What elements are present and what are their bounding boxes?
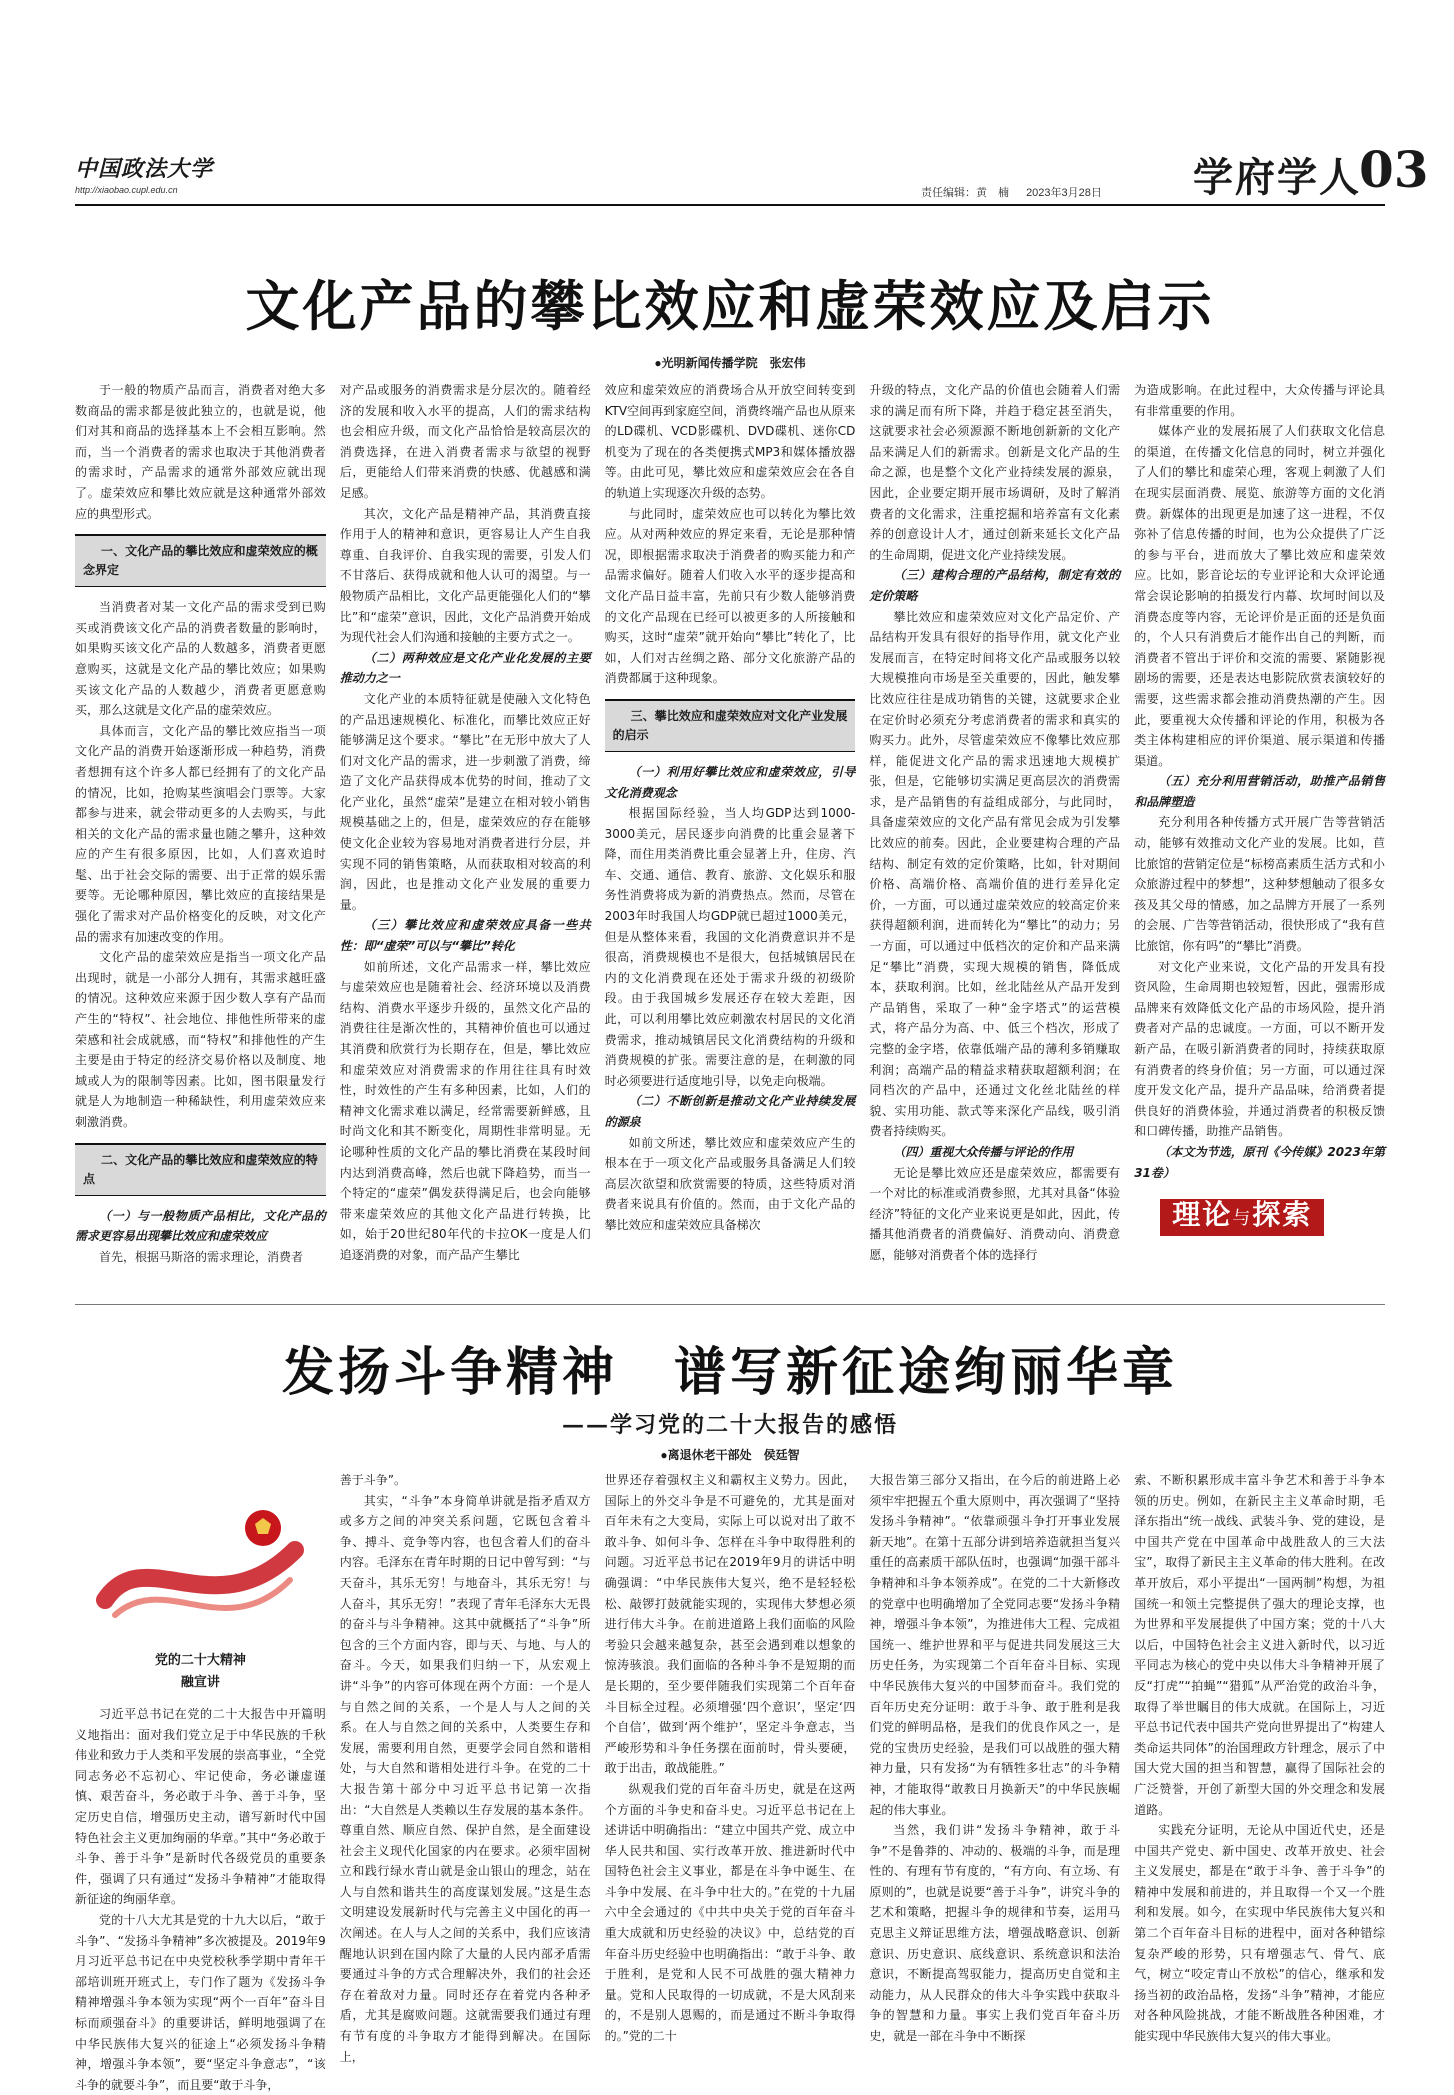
paragraph: 充分利用各种传播方式开展广告等营销活动，能够有效推动文化产业的发展。比如，苣比旅馆的营销定位是“标榜高素质生活方式和小众旅游过程中的梦想”，这种梦想触动了很多女孩及其父母的情感，加之品牌方开展了一系列的会展、广告等营销活动，很快形成了“我有苣比旅馆，你有吗”的“攀比”消费。 <box>1134 815 1385 954</box>
paragraph: 具体而言，文化产品的攀比效应指当一项文化产品的消费开始逐渐形成一种趋势，消费者想拥有这个许多人都已经拥有了的文化产品的情况，比如，抢购某些演唱会门票等。大家都参与进来，就会带动更多的人去购买，与此相关的文化产品的需求量也随之攀升，这种效应的产生有很多原因，比如，人们喜欢追时髦、出于社会交际的需要、出于正常的娱乐需要等。无论哪种原因，攀比效应的直接结果是强化了需求对产品价格变化的反映，对文化产品的需求有加速改变的作用。 <box>75 723 326 944</box>
article1-col-4 <box>869 380 1120 1270</box>
paragraph: 善于斗争”。 <box>339 1473 407 1487</box>
paragraph: 习近平总书记在党的二十大报告中开篇明义地指出：面对我们党立足于中华民族的千秋伟业和致力于人类和平发展的崇高事业，“全党同志务必不忘初心、牢记使命，务必谦虚谨慎、艰苦奋斗，务必敢于斗争、善于斗争，坚定历史自信，增强历史主动，谱写新时代中国特色社会主义更加绚丽的华章。”其中“务必敢于斗争、善于斗争”是新时代各级党员的重要条件，强调了只有通过“发扬斗争精神”才能取得新征途的绚丽华章。 <box>75 1707 326 1907</box>
subheading: （五）充分利用营销活动，助推产品销售和品牌塑造 <box>1134 774 1385 809</box>
article2-subtitle: ——学习党的二十大报告的感悟 <box>561 1412 898 1438</box>
paragraph: 对文化产业来说，文化产品的开发具有投资风险，生命周期也较短暂，因此，强需形成品牌来有效降低文化产品的市场风险，提升消费者对产品的忠诚度。一方面，可以不断开发新产品，在吸引新消费者的同时，持续获取原有消费者的终身价值；另一方面，可以通过深度开发文化产品，提升产品品味，给消费者提供良好的消费体验，并通过消费者的积极反馈和口碑传播，助推产品销售。 <box>1134 959 1385 1139</box>
column-label <box>75 1480 326 1694</box>
paragraph: 其实，“斗争”本身简单讲就是指矛盾双方或多方之间的冲突关系问题，它既包含着斗争、搏斗、竞争等内容，也包含着人们的奋斗内容。毛泽东在青年时期的日记中曾写到：“与天奋斗，其乐无穷！与地奋斗，其乐无穷！与人奋斗，其乐无穷！”表现了青年毛泽东大无畏的奋斗与斗争精神。这其中就概括了“斗争”所包含的三个方面内容，即与天、与地、与人的奋斗。今天，如果我们归纳一下，从宏观上讲“斗争”的内容可体现在两个方面：一个是人与自然之间的关系，一个是人与人之间的关系。在人与自然之间的关系中，人类要生存和发展，需要利用自然，更要学会同自然和谐相处，与大自然和谐相处进行斗争。在党的二十大报告第十部分中习近平总书记第一次指出：“大自然是人类赖以生存发展的基本条件。尊重自然、顺应自然、保护自然，是全面建设社会主义现代化国家的内在要求。必须牢固树立和践行绿水青山就是金山银山的理念，站在人与自然和谐共生的高度谋划发展。”这是生态文明建设发展新时代与完善主义中国化的再一次阐述。在人与人之间的关系中，我们应该清醒地认识到在国内除了大量的人民内部矛盾需要通过斗争的方式合理解决外，我们的社会还存在着敌对力量。同时还存在着党内各种矛盾，尤其是腐败问题。这就需要我们通过有理有节有度的斗争取方才能得到解决。在国际上， <box>339 1493 591 2064</box>
paragraph: 世界还存着强权主义和霸权主义势力。因此，国际上的外交斗争是不可避免的，尤其是面对百年未有之大变局，实际上可以说对出了敢不敢斗争、如何斗争、怎样在斗争中取得胜利的问题。习近平总书记在2019年9月的讲话中明确强调：“中华民族伟大复兴，绝不是轻轻松松、敲锣打鼓就能实现的，实现伟大梦想必须进行伟大斗争。在前进道路上我们面临的风险考验只会越来越复杂，甚至会遇到难以想象的惊涛骇浪。我们面临的各种斗争不是短期的而是长期的，至少要伴随我们实现第二个百年奋斗目标全过程。必须增强‘四个意识’，坚定‘四个自信’，做到‘两个维护’，坚定斗争意志，当严峻形势和斗争任务摆在面前时，骨头要硬，敢于出击，敢战能胜。” <box>604 1473 856 1776</box>
subheading: （二）不断创新是推动文化产业持续发展的源泉 <box>604 1094 856 1129</box>
column-label-line-1: 党的二十大精神 <box>154 1653 246 1668</box>
column-label-line-2: 融宣讲 <box>180 1675 220 1690</box>
section-heading: 二、文化产品的攀比效应和虚荣效应的特点 <box>75 1143 326 1196</box>
paragraph: 无论是攀比效应还是虚荣效应，都需要有一个对比的标准或消费参照，尤其对具备“体验经济”特征的文化产业来说更是如此，因此，传播其他消费者的消费偏好、消费动向、消费意愿，能够对消费者个体的选择行 <box>869 1165 1121 1262</box>
paragraph: 如前所述，文化产品需求一样，攀比效应与虚荣效应也是随着社会、经济环境以及消费结构、消费水平逐步升级的，虽然文化产品的消费往往是渐次性的，其精神价值也可以通过其消费和欣赏行为长期存在，但是，攀比效应和虚荣效应对消费需求的作用往往具有时效性，时效性的产生有多种因素，比如，人们的精神文化需求难以满足，经常需要新鲜感，且时尚文化和其不断变化，周期性非常明显。无论哪种性质的文化产品的攀比消费在某段时间内达到消费高峰，然后也就下降趋势，而当一个特定的“虚荣”偶发获得满足后，也会向能够带来虚荣效应的其他文化产品进行转换，比如，始于20世纪80年代的卡拉OK一度是人们追逐消费的对象，而产品产生攀比 <box>339 959 591 1262</box>
stamp-text-1: 理论 <box>1172 1198 1233 1232</box>
article2-col-4 <box>869 1470 1120 2095</box>
stamp-text-2: 与 <box>1232 1208 1253 1230</box>
article1-col-1 <box>75 380 326 1270</box>
source-note: （本文为节选，原刊《今传媒》2023年第31卷） <box>1134 1144 1385 1180</box>
paragraph: 效应和虚荣效应的消费场合从开放空间转变到KTV空间再到家庭空间，消费终端产品也从原来的LD碟机、VCD影碟机、DVD碟机、迷你CD机变为了现在的各类便携式MP3和媒体播放器等。由此可见，攀比效应和虚荣效应会在各自的轨道上实现逐次升级的态势。 <box>604 383 856 500</box>
paragraph: 索、不断积累形成丰富斗争艺术和善于斗争本领的历史。例如，在新民主主义革命时期，毛泽东指出“统一战线、武装斗争、党的建设，是中国共产党在中国革命中战胜敌人的三大法宝”，取得了新民主主义革命的伟大胜利。在改革开放后，邓小平提出“一国两制”构想，为祖国统一和领土完整提供了强大的理论支撑，也为世界和平发展提供了中国方案；党的十八大以后，中国特色社会主义进入新时代，以习近平同志为核心的党中央以伟大斗争精神开展了反“打虎”“拍蝇”“猎狐”从严治党的政治斗争，取得了举世瞩目的伟大成就。在国际上，习近平总书记代表中国共产党向世界提出了“构建人类命运共同体”的治国理政方针理念，展示了中国大党大国的担当和智慧，赢得了国际社会的广泛赞誉，开创了新型大国的外交理念和发展道路。 <box>1134 1473 1385 1817</box>
subheading: （三）攀比效应和虚荣效应具备一些共性：即“虚荣”可以与“攀比”转化 <box>339 918 591 954</box>
section-heading: 三、攀比效应和虚荣效应对文化产业发展的启示 <box>605 699 856 752</box>
article1-title: 文化产品的攀比效应和虚荣效应及启示 <box>245 274 1215 338</box>
article1-body <box>75 380 1385 1270</box>
issue-date: 2023年3月28日 <box>1026 187 1102 199</box>
paragraph: 当然，我们讲“发扬斗争精神，敢于斗争”不是鲁莽的、冲动的、极端的斗争，而是理性的、有理有节有度的，“有方向、有立场、有原则的”，也就是说要“善于斗争”，讲究斗争的艺术和策略，把握斗争的规律和节奏，运用马克思主义辩证思维方法，增强战略意识、创新意识、历史意识、底线意识、系统意识和法治意识，不断提高驾驭能力，提高历史自觉和主动能力，从人民群众的伟大斗争实践中获取斗争的智慧和力量。事实上我们党百年奋斗历史，就是一部在斗争中不断探 <box>869 1823 1121 2044</box>
paragraph: 于一般的物质产品而言，消费者对绝大多数商品的需求都是彼此独立的，也就是说，他们对其和商品的选择基本上不会相互影响。然而，当一个消费者的需求也取决于其他消费者的需求时，产品需求的通常外部效应就出现了。虚荣效应和攀比效应就是这种通常外部效应的典型形式。 <box>75 383 326 521</box>
party-emblem-illustration <box>95 1480 305 1640</box>
article2-title: 发扬斗争精神 谱写新征途绚丽华章 <box>281 1342 1178 1403</box>
masthead-rule <box>75 204 1385 206</box>
article-divider <box>75 1304 1385 1305</box>
paragraph: 攀比效应和虚荣效应对文化产品定价、产品结构开发具有很好的指导作用，就文化产业发展而言，在特定时间将文化产品或服务以较大规模推向市场是至关重要的，因此，触发攀比效应往往是成功销售的关键，这就要求企业在定价时必须充分考虑消费者的需求和真实的购买力。此外，尽管虚荣效应不像攀比效应那样，能促进文化产品的需求迅速地大规模扩张，但是，它能够切实满足更高层次的消费需求，是产品销售的有益组成部分，与此同时，具备虚荣效应的文化产品有常见会成为引发攀比效应的前奏。因此，企业要建构合理的产品结构、制定有效的定价策略，比如，针对期间价格、高端价格、高端价值的进行差异化定价，一方面，可以通过虚荣效应的较高定价来获得超额利润，进而转化为“攀比”的动力；另一方面，可以通过中低档次的定价和产品来满足“攀比”消费，实现大规模的销售，降低成本，获取利润。比如，丝北陆丝从产品开发到产品销售，采取了一种“金字塔式”的运营模式，将产品分为高、中、低三个档次，形成了完整的金字塔，依靠低端产品的薄利多销赚取利润；高端产品的精益求精获取超额利润；在同档次的产品中，还通过文化丝北陆丝的样貌、实用功能、款式等来深化产品线，吸引消费者持续购买。 <box>869 609 1121 1139</box>
paragraph: 文化产品的虚荣效应是指当一项文化产品出现时，就是一小部分人拥有，其需求越旺盛的情况。这种效应来源于因少数人享有产品而产生的“特权”、社会地位、排他性所带来的虚荣感和社会成就感，而“特权”和排他性的产生主要是由于特定的经济交易价格以及制度、地域或人为的限制等因素。比如，图书限量发行就是人为地制造一种稀缺性，利用虚荣效应来刺激消费。 <box>75 950 326 1129</box>
article2-body <box>75 1470 1385 2092</box>
paragraph: 升级的特点，文化产品的价值也会随着人们需求的满足而有所下降，并趋于稳定甚至消失，这就要求社会必须源源不断地创新新的文化产品来满足人们的新需求。创新是文化产品的生命之源，也是整个文化产业持续发展的源泉，因此，企业要定期开展市场调研，及时了解消费者的文化需求，注重挖掘和培养富有文化素养的创意设计人才，通过创新来延长文化产品的生命周期，促进文化产业持续发展。 <box>869 383 1121 562</box>
subheading: （三）建构合理的产品结构，制定有效的定价策略 <box>869 568 1121 603</box>
masthead <box>75 140 1429 206</box>
article2-byline: ●离退休老干部处 侯廷智 <box>660 1448 800 1462</box>
subheading: （四）重视大众传播与评论的作用 <box>893 1144 1074 1159</box>
paragraph: 为造成影响。在此过程中，大众传播与评论具有非常重要的作用。 <box>1134 383 1385 418</box>
paragraph: 党的十八大尤其是党的十九大以后，“敢于斗争”、“发扬斗争精神”多次被提及。2019年9月习近平总书记在中央党校秋季学期中青年干部培训班开班式上，专门作了题为《发扬斗争精神增强斗争本领为实现“两个一百年”奋斗目标而顽强奋斗》的重要讲话，鲜明地强调了在中华民族伟大复兴的征途上“必须发扬斗争精神，增强斗争本领”，要“坚定斗争意志”，“该斗争的就要斗争”，而且要“敢于斗争， <box>75 1912 326 2092</box>
paragraph: 其次，文化产品是精神产品，其消费直接作用于人的精神和意识，更容易让人产生自我尊重、自我评价、自我实现的需要，引发人们不甘落后、获得成就和他人认可的渴望。与一般物质产品相比，文化产品更能强化人们的“攀比”和“虚荣”意识，因此，文化产品消费开始成为现代社会人们沟通和接触的主要方式之一。 <box>339 506 591 645</box>
article1-col-5 <box>1134 380 1385 1270</box>
page-number: 03 <box>1359 140 1429 199</box>
paragraph: 大报告第三部分又指出，在今后的前进路上必须牢牢把握五个重大原则中，再次强调了“坚持发扬斗争精神”。“依靠顽强斗争打开事业发展新天地”。在第十五部分讲到培养造就担当复兴重任的高素质干部队伍时，也强调“加强干部斗争精神和斗争本领养成”。在党的二十大新修改的党章中也明确增加了全党同志要“发扬斗争精神，增强斗争本领”，为推进伟大工程、完成祖国统一、维护世界和平与促进共同发展这三大历史任务，为实现第二个百年奋斗目标、实现中华民族伟大复兴的中国梦而奋斗。我们党的百年历史充分证明：敢于斗争、敢于胜利是我们党的鲜明品格，是我们的优良作风之一，是党的宝贵历史经验，是我们可以战胜的强大精神力量，只有发扬“为有牺牲多壮志”的斗争精神，才能取得“敢教日月换新天”的中华民族崛起的伟大事业。 <box>869 1473 1121 1817</box>
logo-name: 中国政法大学 <box>75 156 214 182</box>
subheading: （一）利用好攀比效应和虚荣效应，引导文化消费观念 <box>604 764 856 800</box>
article1-byline: ●光明新闻传播学院 张宏伟 <box>654 356 806 370</box>
stamp-text-3: 探索 <box>1252 1198 1313 1232</box>
logo-url: http://xiaobao.cupl.edu.cn <box>75 185 178 195</box>
editor-name: 责任编辑：黄 楠 <box>921 187 1009 199</box>
subheading: （二）两种效应是文化产业化发展的主要推动力之一 <box>339 650 591 686</box>
section-heading: 一、文化产品的攀比效应和虚荣效应的概念界定 <box>75 534 326 587</box>
newspaper-logo <box>75 152 213 195</box>
column-stamp <box>1160 1199 1324 1236</box>
paragraph: 文化产业的本质特征就是使融入文化特色的产品迅速规模化、标准化，而攀比效应正好能够满足这个要求。“攀比”在无形中放大了人们对文化产品的需求，进一步刺激了消费，缔造了文化产品获得成本优势的时间，推动了文化产业化，虽然“虚荣”是建立在相对较小销售规模基础之上的，但是，虚荣效应的存在能够使文化企业较为容易地对消费者进行分层，并实现不同的销售策略，从而获取相对较高的利润，因此，也是推动文化产业发展的重要力量。 <box>339 691 591 912</box>
article1-col-3 <box>605 380 856 1270</box>
article2-col-3 <box>605 1470 856 2095</box>
paragraph: 实践充分证明，无论从中国近代史，还是中国共产党史、新中国史、改革开放史、社会主义发展史，都是在“敢于斗争、善于斗争”的精神中发展和前进的，并且取得一个又一个胜利和发展。如今，在实现中华民族伟大复兴和第二个百年奋斗目标的进程中，面对各种错综复杂严峻的形势，只有增强志气、骨气、底气，树立“咬定青山不放松”的信心，继承和发扬当初的政治品格，发扬“斗争”精神，才能应对各种风险挑战，才能不断战胜各种困难，才能实现中华民族伟大复兴的伟大事业。 <box>1134 1823 1385 2044</box>
paragraph: 与此同时，虚荣效应也可以转化为攀比效应。从对两种效应的界定来看，无论是那种情况，即根据需求取决于消费者的购买能力和产品需求偏好。随着人们收入水平的逐步提高和文化产品日益丰富，先前只有少数人能够消费的文化产品现在已经可以被更多的人所接触和购买，这时“虚荣”就开始向“攀比”转化了，比如，人们对古丝绸之路、部分文化旅游产品的消费都属于这种现象。 <box>604 506 856 686</box>
paragraph: 对产品或服务的消费需求是分层次的。随着经济的发展和收入水平的提高，人们的需求结构也会相应升级，而文化产品恰恰是较高层次的消费选择，在进入消费者需求与欲望的视野后，更能给人们带来消费的快感、优越感和满足感。 <box>339 383 591 500</box>
paragraph: 首先，根据马斯洛的需求理论，消费者 <box>99 1249 304 1264</box>
editor-line <box>921 184 1116 200</box>
paragraph: 如前文所述，攀比效应和虚荣效应产生的根本在于一项文化产品或服务具备满足人们较高层次欲望和欣赏需要的特质，这些特质对消费者来说具有价值的。然而，由于文化产品的攀比效应和虚荣效应具备梯次 <box>604 1135 856 1232</box>
article1-col-2 <box>340 380 591 1270</box>
paragraph: 当消费者对某一文化产品的需求受到已购买或消费该文化产品的消费者数量的影响时，如果购买该文化产品的人数越多，消费者更愿意购买，这就是文化产品的攀比效应；如果购买该文化产品的人数越少，消费者更愿意购买，那么这就是文化产品的虚荣效应。 <box>75 600 326 718</box>
article2-col-5 <box>1134 1470 1385 2095</box>
paragraph: 媒体产业的发展拓展了人们获取文化信息的渠道，在传播文化信息的同时，树立并强化了人们的攀比和虚荣心理，客观上刺激了人们在现实层面消费、展览、旅游等方面的文化消费。新媒体的出现更是加速了这一进程，不仅弥补了信息传播的时间，也为公众提供了广泛的参与平台，进而放大了攀比效应和虚荣效应。比如，影音论坛的专业评论和大众评论通常会误论影响的拍摄发行内幕、坎坷时间以及消费态度等内容，无论评价是正面的还是负面的，个人只有消费后才能作出自己的判断，而消费者不管出于评价和交流的需要、紧随影视剧场的需要，还是表达电影院欣赏表演较好的需要，这些需求都会推动消费热潮的产生。因此，要重视大众传播和评论的作用，积极为各类主体构建相应的评价渠道、展示渠道和传播渠道。 <box>1134 424 1385 768</box>
article2-col-2 <box>340 1470 591 2095</box>
subheading: （一）与一般物质产品相比，文化产品的需求更容易出现攀比效应和虚荣效应 <box>75 1208 326 1244</box>
section-name: 学府学人 <box>1193 154 1361 201</box>
article2-col-1 <box>75 1470 326 2095</box>
paragraph: 根据国际经验，当人均GDP达到1000-3000美元，居民逐步向消费的比重会显著下降，而住用类消费比重会显著上升，住房、汽车、交通、通信、教育、旅游、文化娱乐和服务性消费将成为新的消费热点。然而，尽管在2003年时我国人均GDP就已超过1000美元，但是从整体来看，我国的文化消费意识并不是很高，消费规模也不是很大，包括城镇居民在内的文化消费现在还处于需求升级的初级阶段。由于我国城乡发展还存在较大差距，因此，可以利用攀比效应刺激农村居民的文化消费需求，推动城镇居民文化消费结构的升级和消费规模的扩张。需要注意的是，在刺激的同时必须要进行适度地引导，以免走向极端。 <box>604 806 856 1088</box>
red-ribbon-graphic <box>95 1480 305 1640</box>
paragraph: 纵观我们党的百年奋斗历史，就是在这两个方面的斗争史和奋斗史。习近平总书记在上述讲话中明确指出：“建立中国共产党、成立中华人民共和国、实行改革开放、推进新时代中国特色社会主义事业，都是在斗争中诞生、在斗争中发展、在斗争中壮大的。”在党的十九届六中全会通过的《中共中央关于党的百年奋斗重大成就和历史经验的决议》中，总结党的百年奋斗历史经验中也明确指出：“敢于斗争、敢于胜利，是党和人民不可战胜的强大精神力量。党和人民取得的一切成就，不是大风刮来的，不是别人恩赐的，而是通过不断斗争取得的。”党的二十 <box>604 1781 856 2044</box>
